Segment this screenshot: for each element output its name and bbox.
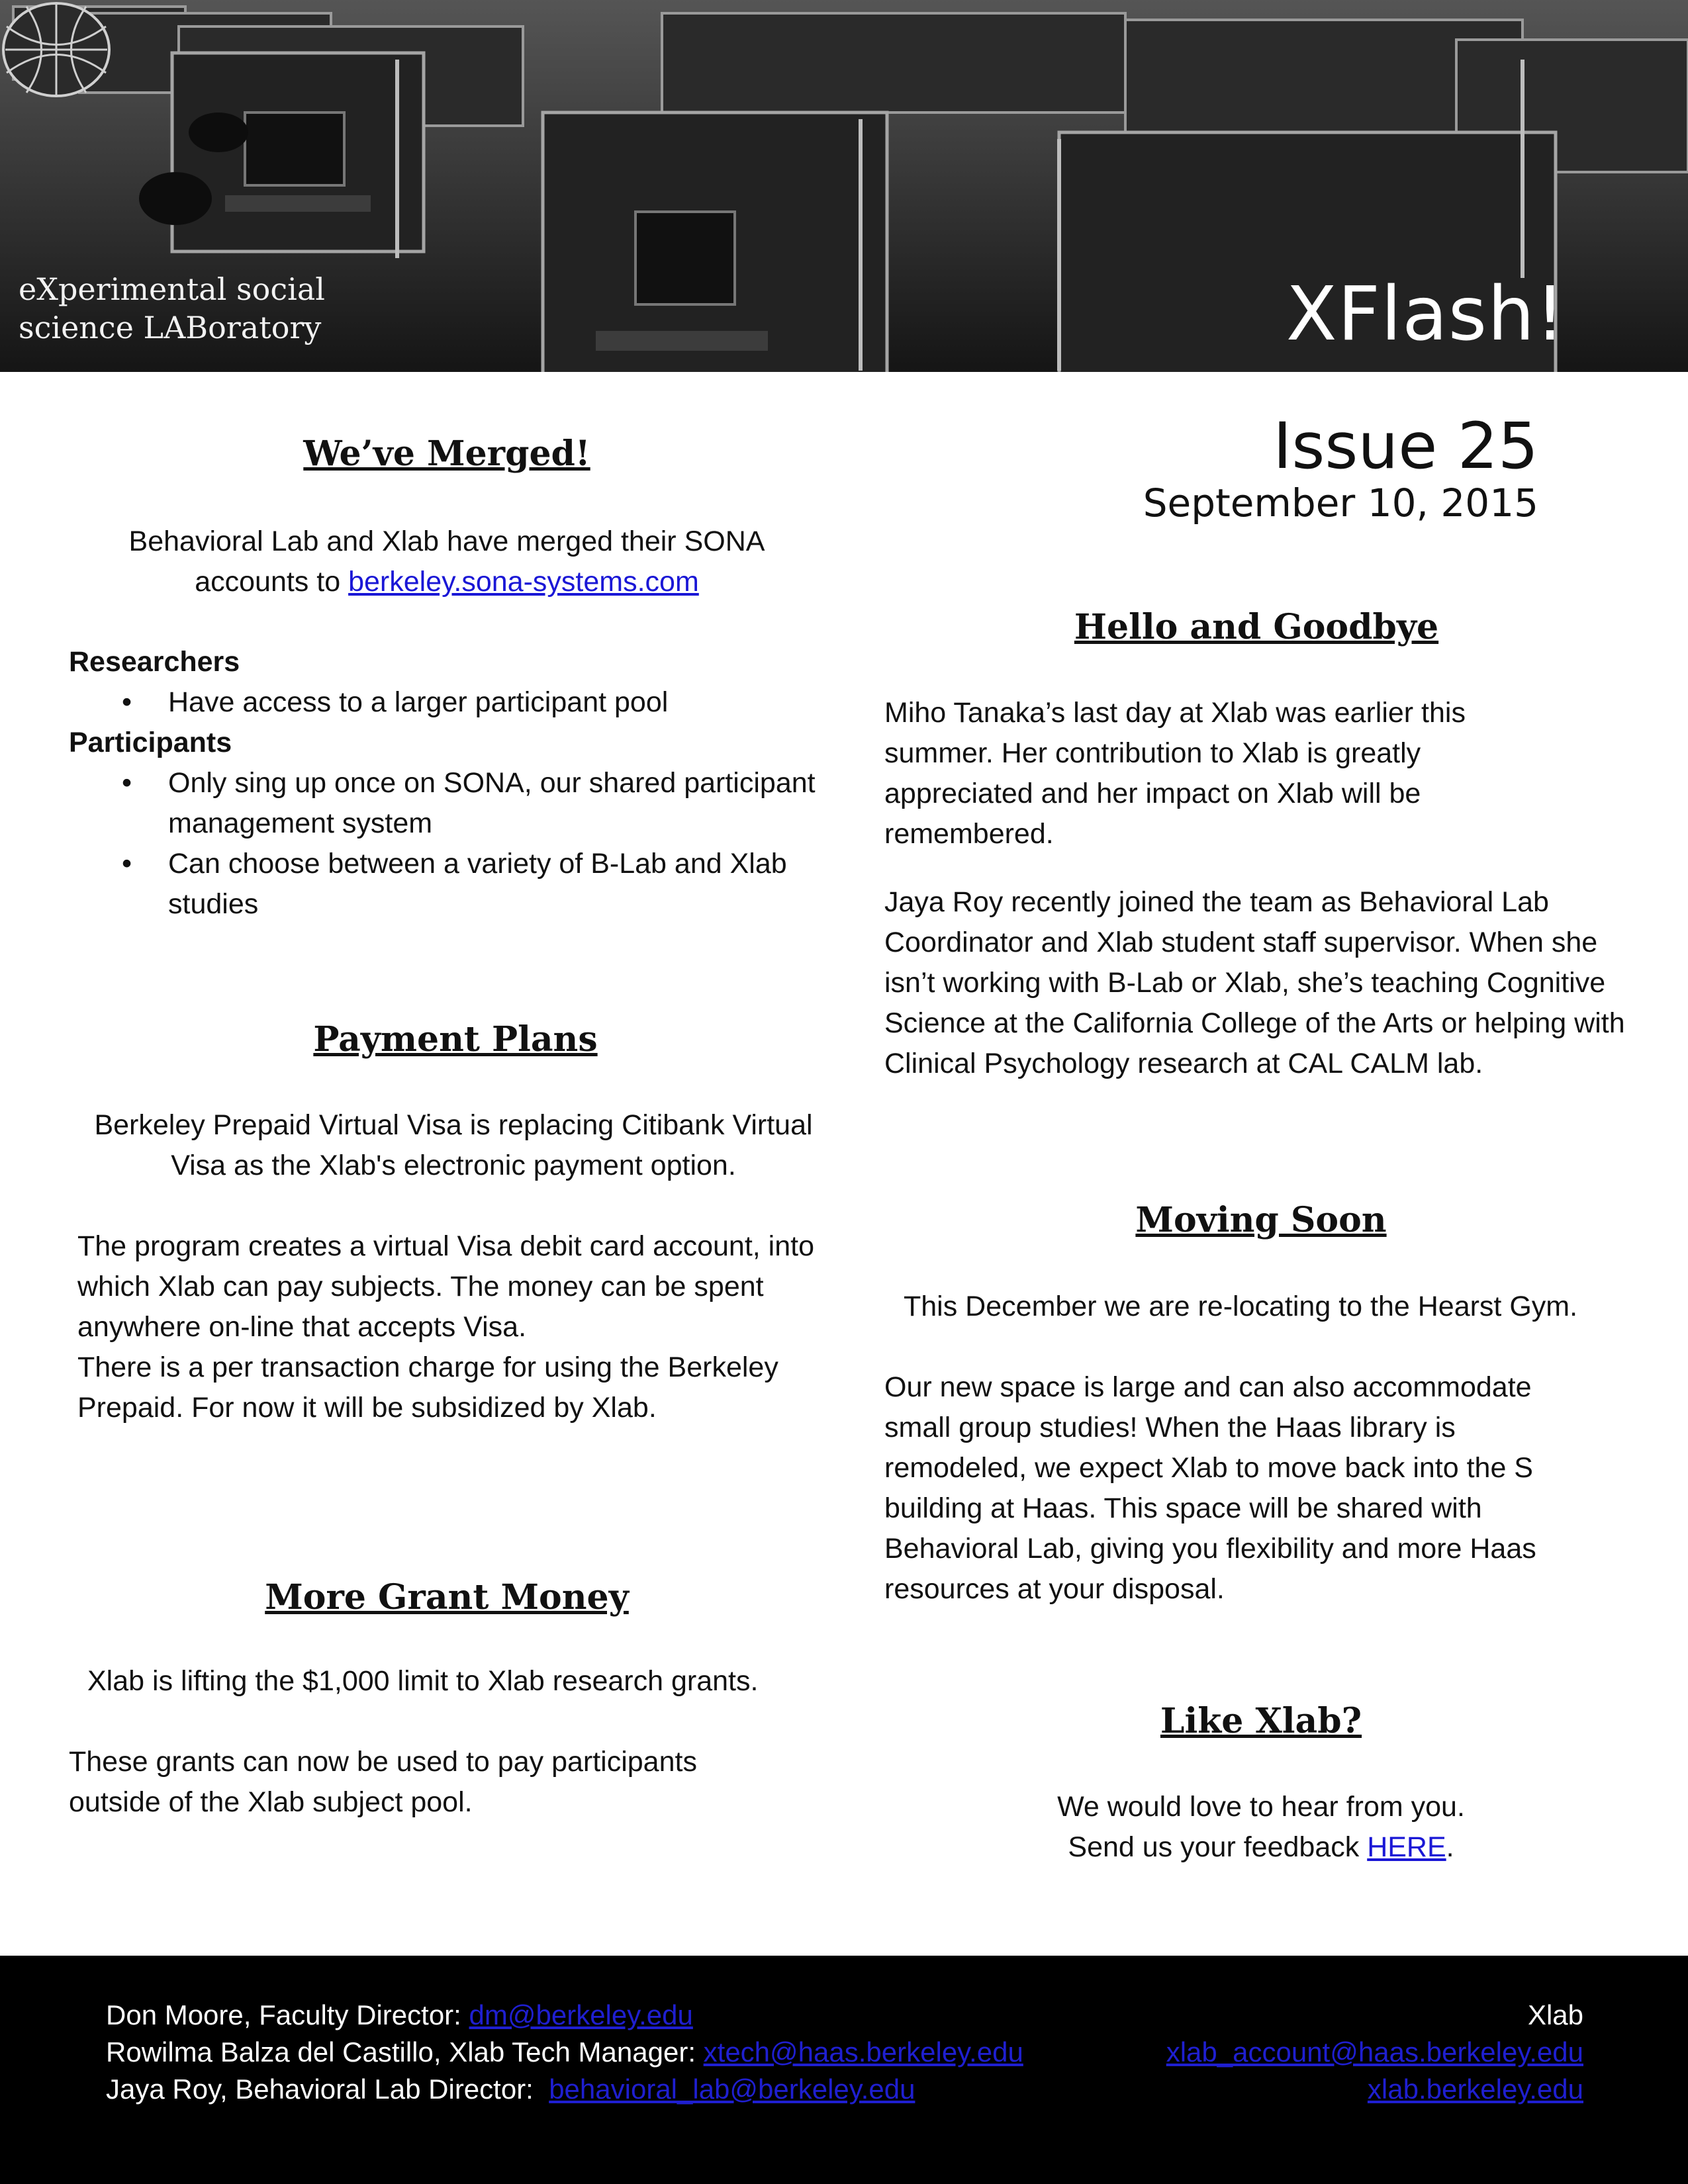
footer-org-name: Xlab	[1527, 1999, 1583, 2030]
payment-intro: Berkeley Prepaid Virtual Visa is replacing Citibank Virtual Visa as the Xlab's electronic payment option.	[94, 1109, 813, 1181]
merged-intro-line-1: Behavioral Lab and Xlab have merged their SONA	[128, 525, 765, 557]
org-email-link[interactable]: xlab_account@haas.berkeley.edu	[1166, 2036, 1583, 2068]
contact-row	[106, 2034, 1023, 2071]
hello-heading: Hello and Goodbye	[1074, 607, 1439, 647]
sona-link[interactable]: berkeley.sona-systems.com	[348, 566, 699, 598]
participants-list	[69, 763, 830, 925]
researchers-heading: Researchers	[69, 646, 240, 678]
feedback-link[interactable]: HERE	[1367, 1831, 1446, 1863]
like-line-1: We would love to hear from you.	[1057, 1791, 1465, 1823]
list-item: • Only sing up once on SONA, our shared participant management system	[69, 763, 830, 844]
payment-body-2: There is a per transaction charge for using the Berkeley Prepaid. For now it will be subsidized by Xlab.	[77, 1351, 778, 1424]
payment-body-1: The program creates a virtual Visa debit card account, into which Xlab can pay subjects. The money can be spent anywhere on-line that accepts Visa.	[77, 1230, 815, 1343]
xlab-globe-logo-icon	[0, 0, 113, 99]
footer-org	[1166, 1997, 1583, 2108]
participants-heading: Participants	[69, 727, 232, 758]
hello-para-1: Miho Tanaka’s last day at Xlab was earlier this summer. Her contribution to Xlab is greatly appreciated and her impact on Xlab will be remembered.	[884, 697, 1466, 850]
grant-intro: Xlab is lifting the $1,000 limit to Xlab research grants.	[87, 1665, 759, 1697]
footer-contacts	[106, 1997, 1023, 2108]
like-line-prefix: Send us your feedback	[1068, 1831, 1368, 1863]
lab-tagline	[19, 270, 325, 347]
contact-label: Don Moore, Faculty Director:	[106, 1999, 469, 2030]
merged-heading: We’ve Merged!	[303, 433, 590, 474]
contact-email-link[interactable]: behavioral_lab@berkeley.edu	[549, 2073, 915, 2105]
tagline-line-1: eXperimental social	[19, 271, 325, 307]
list-item: • Can choose between a variety of B-Lab and Xlab studies	[69, 844, 830, 925]
like-line-2	[940, 1827, 1582, 1868]
merged-intro-prefix: accounts to	[195, 566, 349, 598]
grant-body: These grants can now be used to pay participants outside of the Xlab subject pool.	[69, 1746, 697, 1818]
merged-lists	[69, 642, 830, 925]
payment-body	[77, 1226, 839, 1428]
contact-email-link[interactable]: xtech@haas.berkeley.edu	[703, 2036, 1023, 2068]
researchers-list	[69, 682, 830, 723]
list-item: • Have access to a larger participant pool	[69, 682, 830, 723]
payment-heading: Payment Plans	[313, 1019, 598, 1060]
like-body	[940, 1787, 1582, 1868]
moving-heading: Moving Soon	[1135, 1200, 1387, 1240]
issue-number: Issue 25	[1273, 409, 1538, 483]
org-site-link[interactable]: xlab.berkeley.edu	[1367, 2073, 1583, 2105]
grant-heading: More Grant Money	[265, 1577, 629, 1617]
contact-email-link[interactable]: dm@berkeley.edu	[469, 1999, 693, 2030]
newsletter-brand: XFlash!	[1286, 271, 1566, 357]
merged-intro-line-2	[66, 562, 827, 602]
contact-row	[106, 2071, 1023, 2108]
contact-label: Jaya Roy, Behavioral Lab Director:	[106, 2073, 549, 2105]
tagline-line-2: science LABoratory	[19, 310, 322, 345]
merged-intro	[66, 522, 827, 602]
issue-date: September 10, 2015	[1143, 480, 1538, 525]
footer	[0, 1956, 1688, 2184]
like-heading: Like Xlab?	[1160, 1701, 1362, 1741]
moving-intro: This December we are re-locating to the Hearst Gym.	[904, 1291, 1578, 1322]
like-line-suffix: .	[1446, 1831, 1454, 1863]
contact-label: Rowilma Balza del Castillo, Xlab Tech Manager:	[106, 2036, 704, 2068]
header-banner	[0, 0, 1688, 372]
moving-body: Our new space is large and can also accommodate small group studies! When the Haas library is remodeled, we expect Xlab to move back into the S building at Haas. This space will be shared with Behavioral Lab, giving you flexibility and more Haas resources at your disposal.	[884, 1371, 1536, 1605]
contact-row	[106, 1997, 1023, 2034]
hello-para-2: Jaya Roy recently joined the team as Behavioral Lab Coordinator and Xlab student staff supervisor. When she isn’t working with B-Lab or Xlab, she’s teaching Cognitive Science at the California College of the Arts or helping with Clinical Psychology research at CAL CALM lab.	[884, 886, 1625, 1079]
